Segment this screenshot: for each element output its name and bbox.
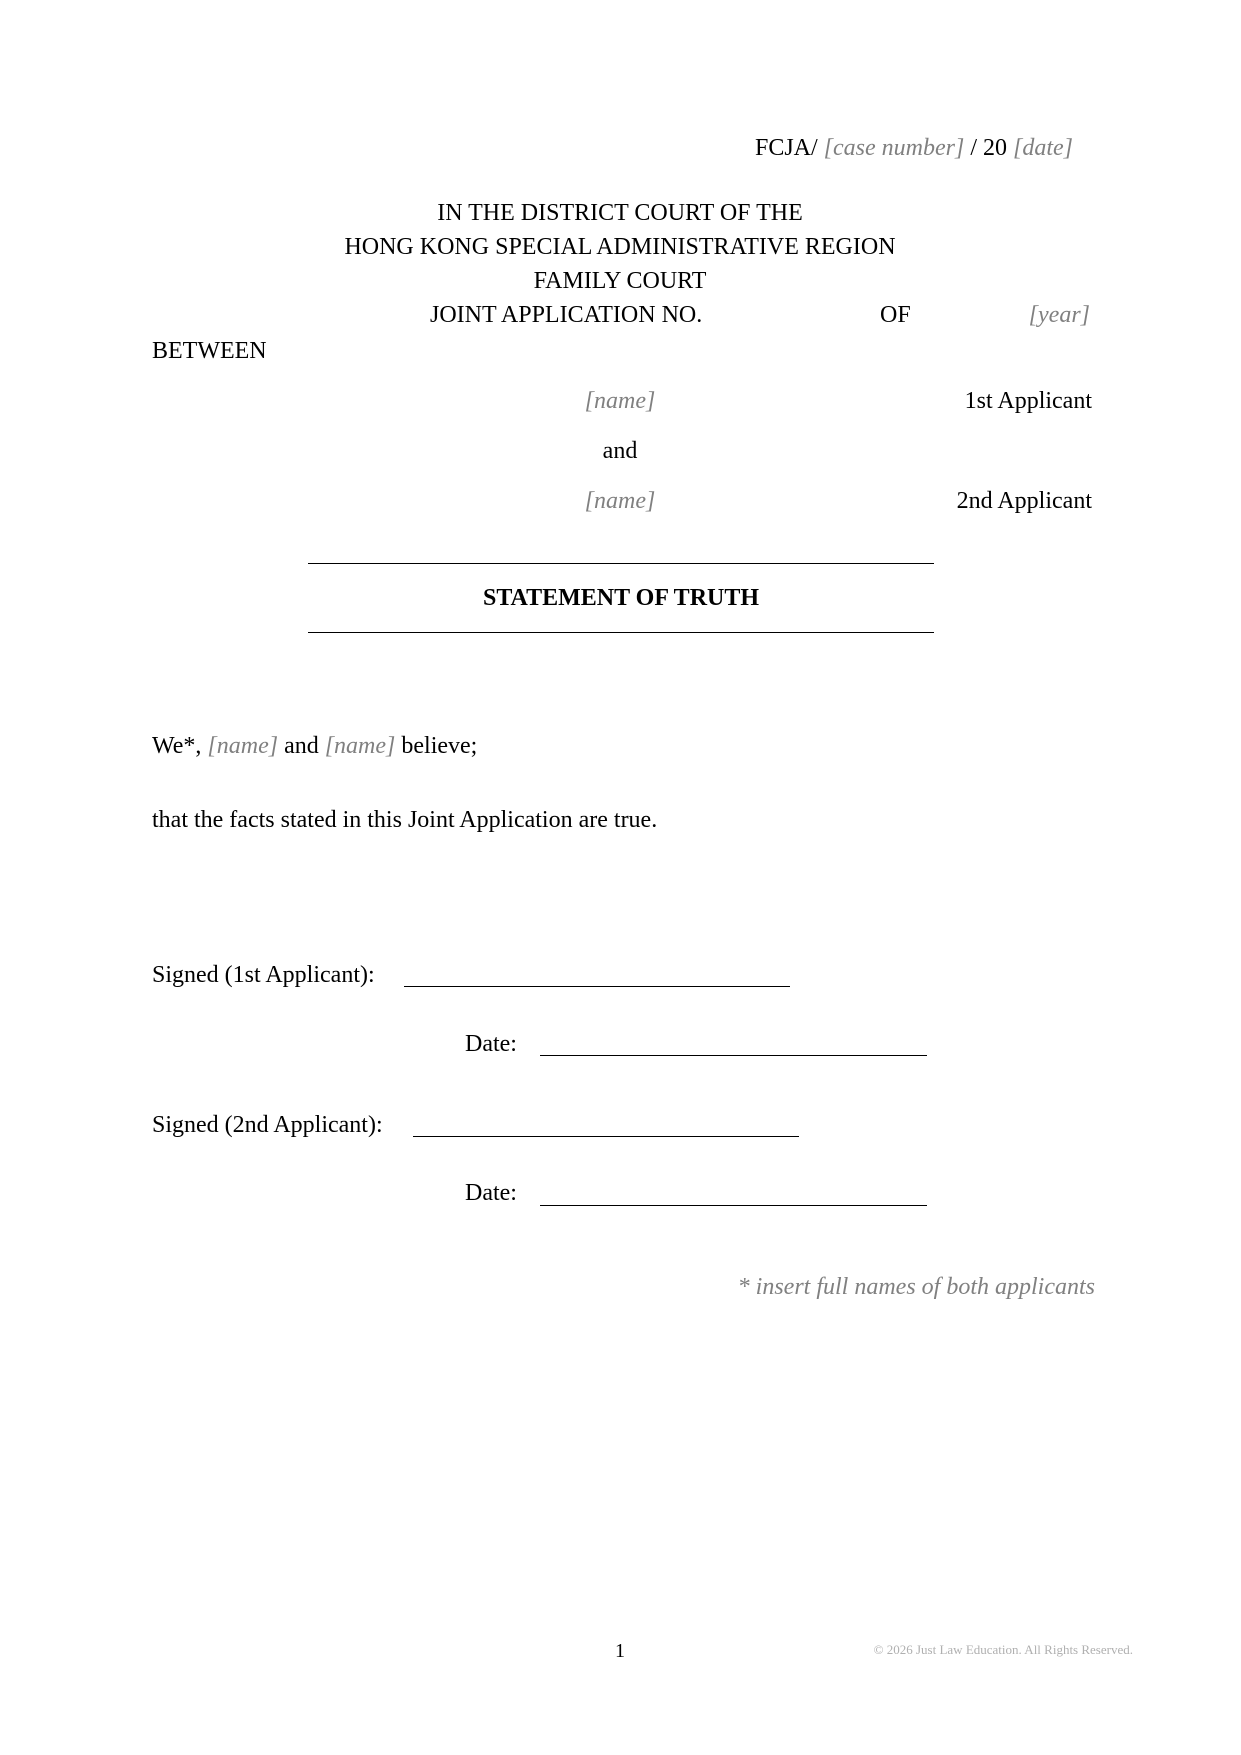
case-reference — [755, 134, 1073, 162]
of-label: OF — [880, 302, 911, 328]
court-heading-line1: IN THE DISTRICT COURT OF THE — [437, 200, 803, 226]
court-heading-line2: HONG KONG SPECIAL ADMINISTRATIVE REGION — [344, 234, 896, 260]
title-top-rule — [308, 563, 934, 564]
case-separator: / 20 — [964, 135, 1007, 161]
case-prefix: FCJA/ — [754, 135, 818, 161]
signed-first-label: Signed (1st Applicant): — [152, 962, 375, 988]
case-date-placeholder: [date] — [1013, 135, 1073, 161]
statement-we: We*, — [152, 733, 208, 759]
signature-line-second[interactable] — [413, 1136, 799, 1137]
signature-line-first[interactable] — [404, 986, 790, 987]
first-applicant-role: 1st Applicant — [964, 388, 1092, 414]
page-number: 1 — [615, 1640, 625, 1662]
date-label-first: Date: — [465, 1031, 517, 1057]
statement-facts: that the facts stated in this Joint Application are true. — [152, 807, 658, 833]
second-applicant-name: [name] — [584, 488, 656, 514]
year-placeholder: [year] — [1028, 302, 1090, 328]
statement-name2: [name] — [324, 733, 396, 759]
court-heading-line3: FAMILY COURT — [533, 268, 707, 294]
and-label: and — [602, 438, 638, 464]
statement-believe: believe; — [395, 733, 478, 759]
first-applicant-name: [name] — [584, 388, 656, 414]
date-label-second: Date: — [465, 1180, 517, 1206]
copyright-notice: © 2026 Just Law Education. All Rights Reserved. — [873, 1642, 1133, 1657]
between-label: BETWEEN — [152, 338, 267, 364]
title-bottom-rule — [308, 632, 934, 633]
statement-line — [152, 732, 477, 760]
statement-and: and — [278, 733, 325, 759]
signed-second-label: Signed (2nd Applicant): — [152, 1112, 383, 1138]
statement-name1: [name] — [207, 733, 279, 759]
joint-application-label: JOINT APPLICATION NO. — [430, 302, 703, 328]
second-applicant-role: 2nd Applicant — [956, 488, 1092, 514]
footnote: * insert full names of both applicants — [737, 1274, 1095, 1300]
date-line-second[interactable] — [540, 1205, 927, 1206]
case-number-placeholder: [case number] — [823, 135, 965, 161]
document-title: STATEMENT OF TRUTH — [482, 585, 760, 611]
date-line-first[interactable] — [540, 1055, 927, 1056]
